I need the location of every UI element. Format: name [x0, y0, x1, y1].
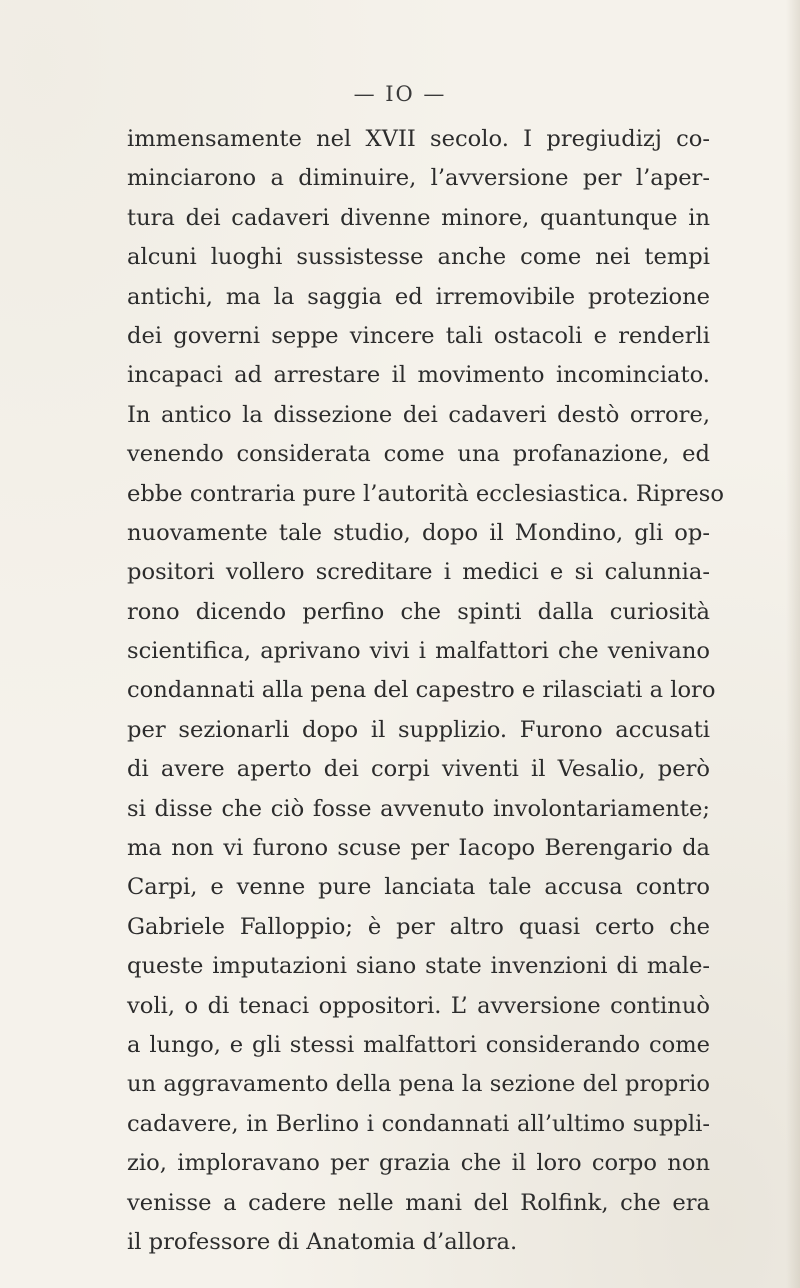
text-line: ma non vi furono scuse per Iacopo Berengario da [127, 835, 710, 862]
text-line: alcuni luoghi sussistesse anche come nei tempi [127, 244, 710, 271]
page-edge-shadow [786, 0, 800, 1288]
text-line: un aggravamento della pena la sezione del proprio [127, 1071, 710, 1098]
text-line: di avere aperto dei corpi viventi il Vesalio, però [127, 756, 710, 783]
text-line: immensamente nel XVII secolo. I pregiudizj co- [127, 126, 710, 152]
text-line: scientifica, aprivano vivi i malfattori che venivano [127, 638, 710, 665]
text-line: ebbe contraria pure l’autorità ecclesiastica. Ripreso [127, 480, 724, 507]
text-line: a lungo, e gli stessi malfattori considerando come [127, 1031, 710, 1058]
text-line: cadavere, in Berlino i condannati all’ultimo suppli- [127, 1110, 710, 1137]
text-line: tura dei cadaveri divenne minore, quantunque in [127, 204, 710, 231]
text-line: si disse che ciò fosse avvenuto involontariamente; [127, 795, 710, 822]
text-line: antichi, ma la saggia ed irremovibile protezione [127, 283, 710, 310]
text-line: positori vollero screditare i medici e si calunnia- [127, 559, 710, 586]
text-line-last: il professore di Anatomia d’allora. [127, 1228, 518, 1255]
text-line: nuovamente tale studio, dopo il Mondino, gli op- [127, 519, 710, 546]
text-line: rono dicendo perfino che spinti dalla curiosità [127, 598, 710, 625]
text-line: dei governi seppe vincere tali ostacoli e renderli [127, 322, 710, 349]
text-line: Gabriele Falloppio; è per altro quasi certo che [127, 913, 710, 940]
text-line: minciarono a diminuire, l’avversione per l’aper- [127, 165, 710, 192]
text-line: condannati alla pena del capestro e rilasciati a loro [127, 677, 716, 704]
text-line: per sezionarli dopo il supplizio. Furono accusati [127, 716, 710, 743]
text-line: venendo considerata come una profanazione, ed [127, 441, 710, 468]
text-line: Carpi, e venne pure lanciata tale accusa contro [127, 874, 710, 901]
body-text [127, 120, 724, 1262]
text-line: queste imputazioni siano state invenzioni di male- [127, 953, 710, 980]
text-line: zio, imploravano per grazia che il loro corpo non [127, 1150, 710, 1177]
text-line: venisse a cadere nelle mani del Rolfink, che era [127, 1189, 710, 1216]
text-line: voli, o di tenaci oppositori. L’ avversione continuò [127, 992, 710, 1019]
page-number: — IO — [353, 82, 447, 106]
text-line: In antico la dissezione dei cadaveri destò orrore, [127, 401, 710, 428]
text-line: incapaci ad arrestare il movimento incominciato. [127, 362, 710, 389]
